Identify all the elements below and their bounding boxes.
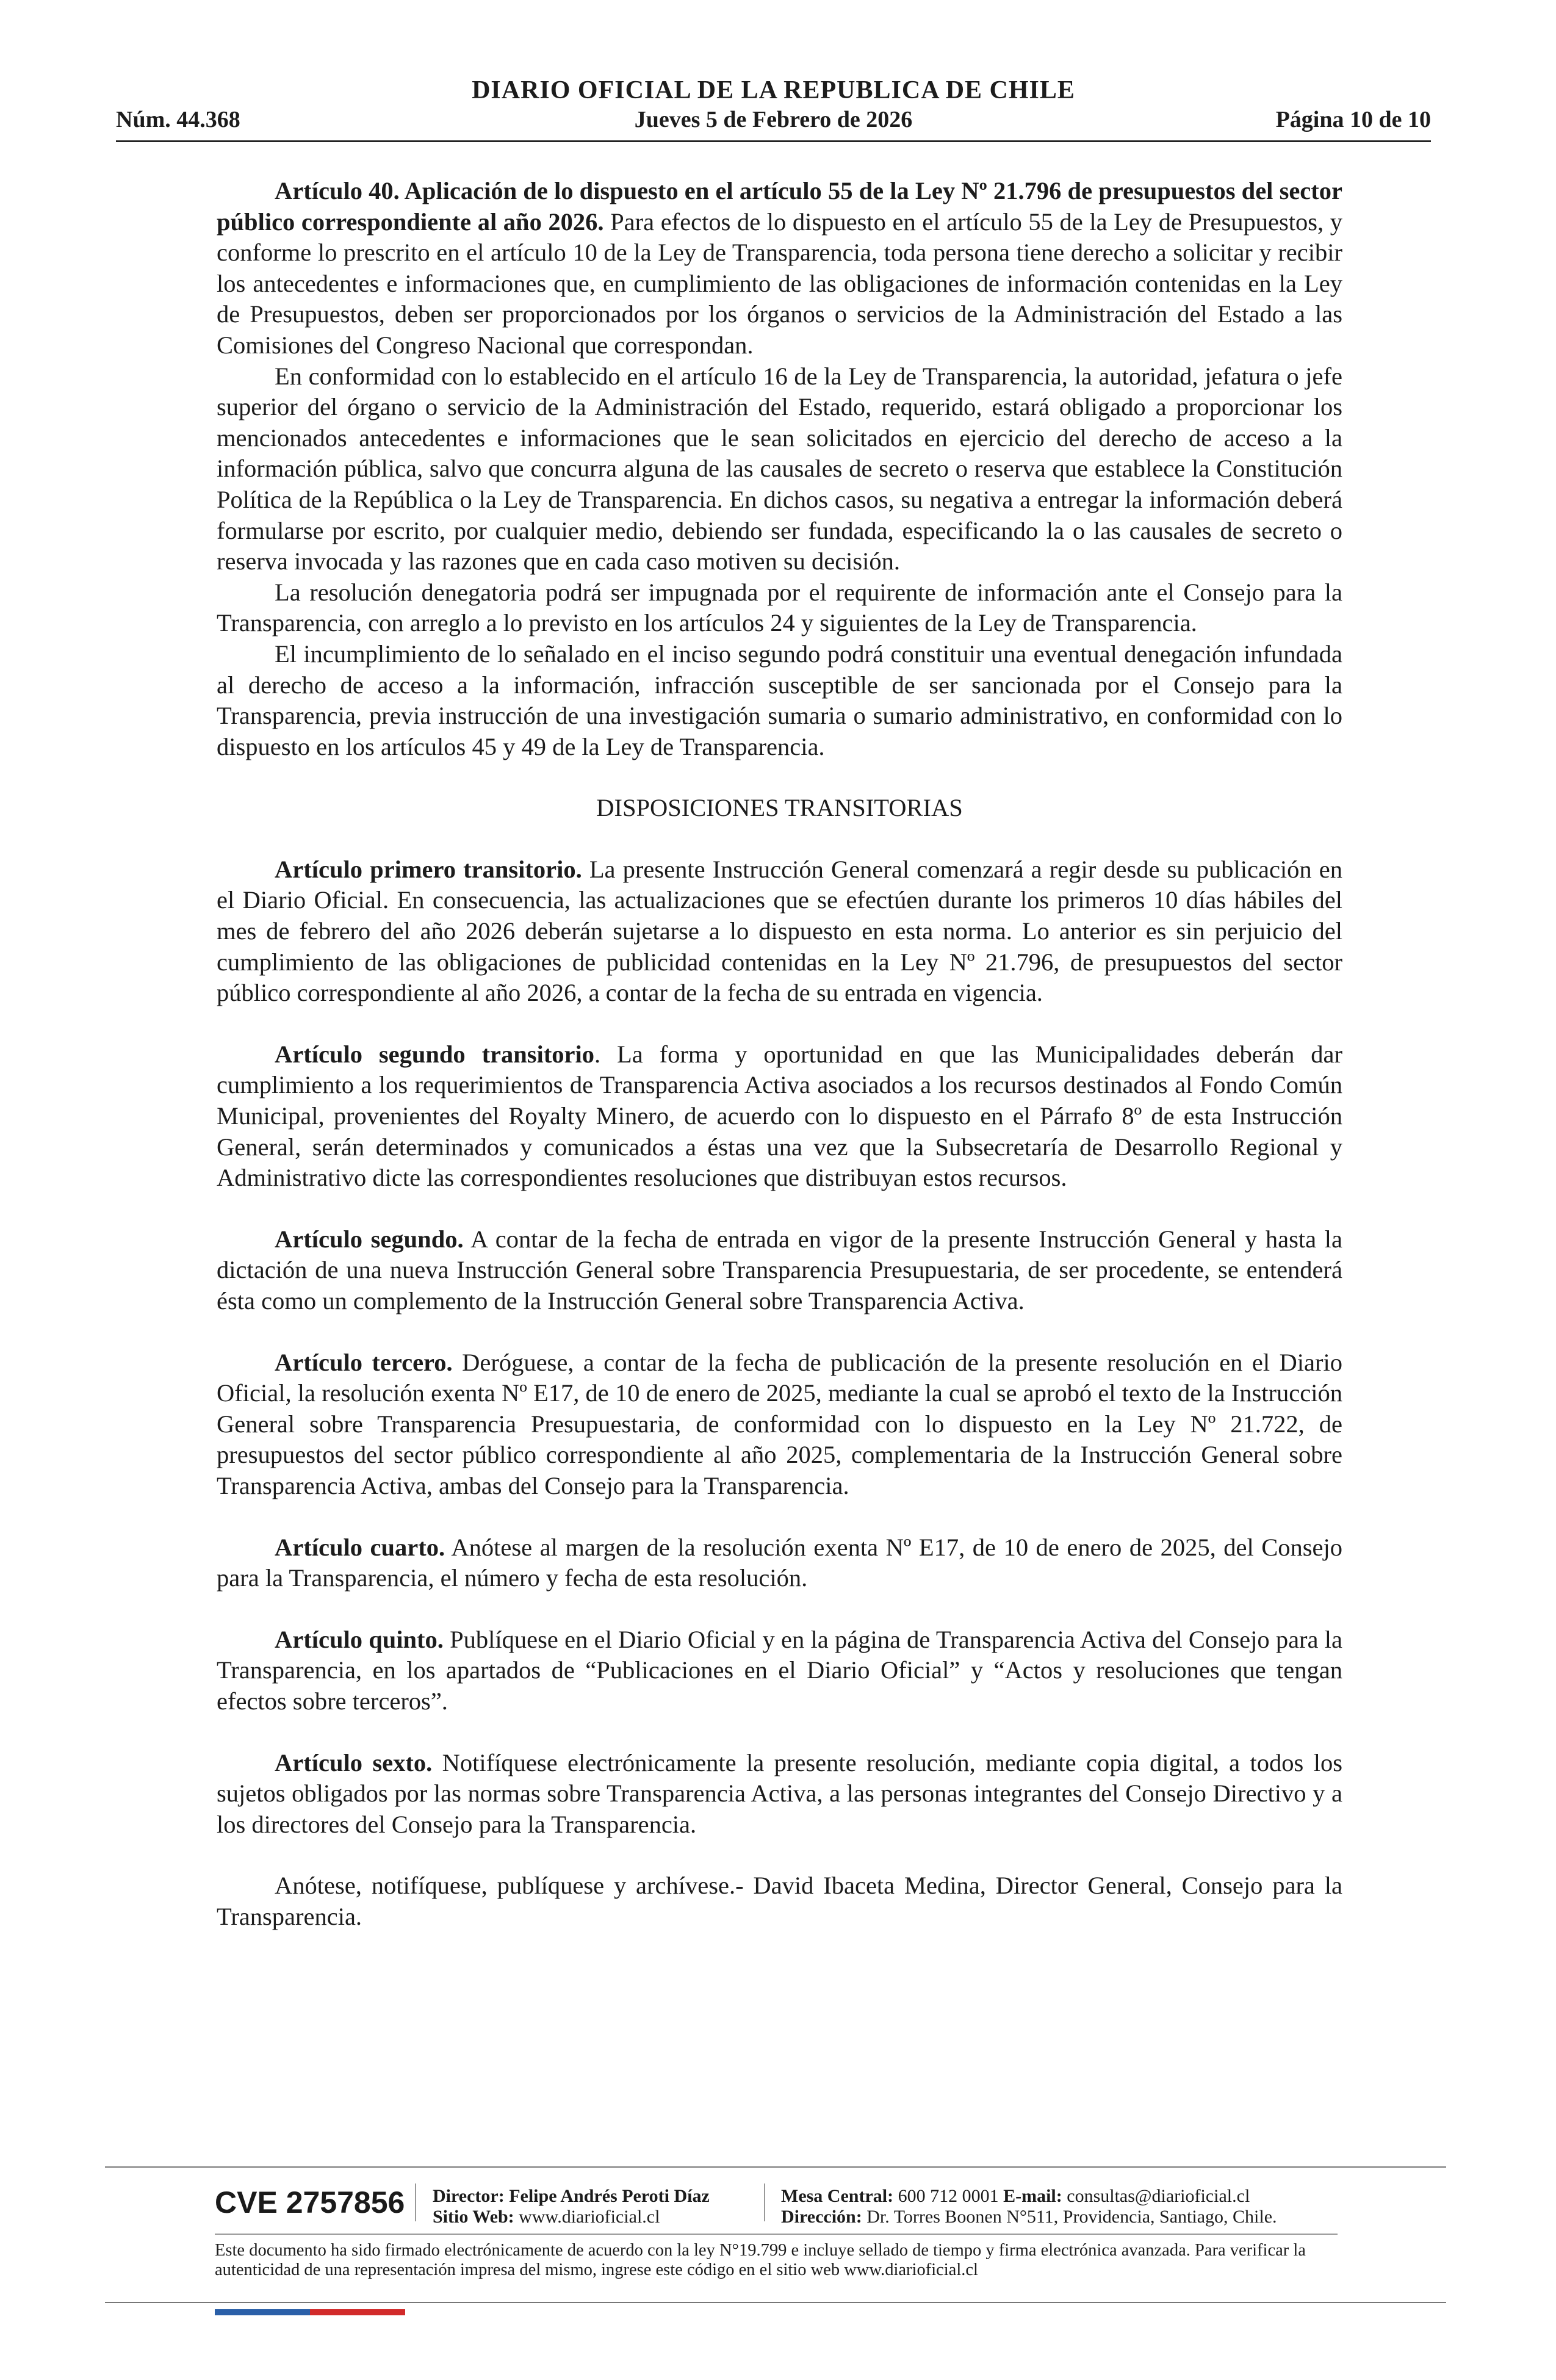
- articulo-quinto-text: Publíquese en el Diario Oficial y en la página de Transparencia Activa del Consejo para la Transparencia, en los apartados de “Publicaciones en el Diario Oficial” y “Actos y resoluciones que tengan efectos sobre terceros”.: [217, 1625, 1342, 1715]
- phone-label: Mesa Central:: [781, 2186, 894, 2206]
- address-value: Dr. Torres Boonen N°511, Providencia, Santiago, Chile.: [862, 2207, 1277, 2227]
- articulo-segundo-paragraph: [217, 1224, 1342, 1317]
- email-label: E-mail:: [1003, 2186, 1062, 2206]
- articulo-cuarto-paragraph: [217, 1532, 1342, 1594]
- article-40-text: Para efectos de lo dispuesto en el artículo 55 de la Ley de Presupuestos, y conforme lo prescrito en el artículo 10 de la Ley de Transparencia, toda persona tiene derecho a solicitar y recibir los antecedentes e informaciones que, en cumplimiento de las obligaciones de información contenidas en la Ley de Presupuestos, deben ser proporcionados por los órganos o servicios de la Administración del Estado a las Comisiones del Congreso Nacional que correspondan.: [217, 207, 1342, 359]
- articulo-tercero-paragraph: [217, 1347, 1342, 1502]
- director-line: [433, 2186, 710, 2207]
- issue-number: Núm. 44.368: [116, 107, 240, 132]
- website-link[interactable]: www.diarioficial.cl: [514, 2207, 660, 2227]
- articulo-segundo-title: Artículo segundo.: [275, 1225, 464, 1253]
- contact-block: [781, 2186, 1277, 2227]
- flag-blue-segment: [215, 2309, 310, 2315]
- page-footer: [105, 2166, 1453, 2319]
- article-40-paragraph-3: La resolución denegatoria podrá ser impugnada por el requirente de información ante el Consejo para la Transparencia, con arreglo a lo previsto en los artículos 24 y siguientes de la Ley de Transparencia.: [217, 578, 1342, 637]
- article-40-paragraph-2: En conformidad con lo establecido en el artículo 16 de la Ley de Transparencia, la autoridad, jefatura o jefe superior del órgano o servicio de la Administración del Estado, requerido, estará obligado a proporcionar los mencionados antecedentes e informaciones que le sean solicitados en ejercicio del derecho de acceso a la información pública, salvo que concurra alguna de las causales de secreto o reserva que establece la Constitución Política de la República o la Ley de Transparencia. En dichos casos, su negativa a entregar la información deberá formularse por escrito, por cualquier medio, debiendo ser fundada, especificando la o las causales de secreto o reserva invocada y las razones que en cada caso motiven su decisión.: [217, 362, 1342, 575]
- header-divider: [116, 140, 1431, 142]
- website-label: Sitio Web:: [433, 2207, 514, 2227]
- transitorio-2-title: Artículo segundo transitorio: [275, 1040, 595, 1068]
- articulo-sexto-title: Artículo sexto.: [275, 1748, 433, 1776]
- transitorio-1-text: La presente Instrucción General comenzará a regir desde su publicación en el Diario Oficial. En consecuencia, las actualizaciones que se efectúen durante los primeros 10 días hábiles del mes de febrero del año 2026 deberán sujetarse a lo dispuesto en esta norma. Lo anterior es sin perjuicio del cumplimiento de las obligaciones de publicidad contenidas en la Ley Nº 21.796, de presupuestos del sector público correspondiente al año 2026, a contar de la fecha de su entrada en vigencia.: [217, 855, 1342, 1007]
- director-name: Felipe Andrés Peroti Díaz: [504, 2186, 710, 2206]
- footer-bottom-divider: [105, 2302, 1446, 2303]
- transitorias-heading: DISPOSICIONES TRANSITORIAS: [596, 794, 963, 822]
- article-40-paragraph-4: El incumplimiento de lo señalado en el inciso segundo podrá constituir una eventual denegación infundada al derecho de acceso a la información, infracción susceptible de ser sancionada por el Consejo para la Transparencia, previa instrucción de una investigación sumaria o sumario administrativo, en conformidad con lo dispuesto en los artículos 45 y 49 de la Ley de Transparencia.: [217, 640, 1342, 760]
- address-label: Dirección:: [781, 2207, 862, 2227]
- footer-mid-divider: [215, 2234, 1338, 2235]
- flag-red-segment: [310, 2309, 405, 2315]
- footer-top-divider: [105, 2166, 1446, 2168]
- issue-date: Jueves 5 de Febrero de 2026: [634, 107, 913, 132]
- transitorio-2-paragraph: [217, 1039, 1342, 1194]
- director-label: Director:: [433, 2186, 505, 2206]
- articulo-segundo-text: A contar de la fecha de entrada en vigor de la presente Instrucción General y hasta la dictación de una nueva Instrucción General sobre Transparencia Presupuestaria, de ser procedente, se entenderá ésta como un complemento de la Instrucción General sobre Transparencia Activa.: [217, 1225, 1342, 1314]
- articulo-tercero-text: Deróguese, a contar de la fecha de publicación de la presente resolución en el Diario Oficial, la resolución exenta Nº E17, de 10 de enero de 2025, mediante la cual se aprobó el texto de la Instrucción General sobre Transparencia Presupuestaria, de conformidad con lo dispuesto en la Ley Nº 21.722, de presupuestos del sector público correspondiente al año 2025, complementaria de la Instrucción General sobre Transparencia Activa, ambas del Consejo para la Transparencia.: [217, 1348, 1342, 1499]
- articulo-tercero-title: Artículo tercero.: [275, 1348, 453, 1376]
- director-block: [433, 2186, 710, 2227]
- articulo-cuarto-text: Anótese al margen de la resolución exenta Nº E17, de 10 de enero de 2025, del Consejo para la Transparencia, el número y fecha de esta resolución.: [217, 1533, 1342, 1592]
- closing-paragraph: Anótese, notifíquese, publíquese y archívese.- David Ibaceta Medina, Director General, Consejo para la Transparencia.: [217, 1872, 1342, 1930]
- article-40-paragraph-1: [217, 176, 1342, 361]
- footer-separator: [415, 2183, 416, 2221]
- phone-number: 600 712 0001: [893, 2186, 1004, 2206]
- articulo-sexto-paragraph: [217, 1748, 1342, 1841]
- transitorio-1-title: Artículo primero transitorio.: [275, 855, 582, 883]
- address-line: [781, 2207, 1277, 2227]
- articulo-quinto-paragraph: [217, 1625, 1342, 1717]
- website-line: [433, 2207, 710, 2227]
- transitorio-1-paragraph: [217, 854, 1342, 1009]
- articulo-sexto-text: Notifíquese electrónicamente la presente resolución, mediante copia digital, a todos los sujetos obligados por las normas sobre Transparencia Activa, a las personas integrantes del Consejo Directivo y a los directores del Consejo para la Transparencia.: [217, 1748, 1342, 1838]
- footer-separator: [764, 2183, 765, 2221]
- articulo-cuarto-title: Artículo cuarto.: [275, 1533, 445, 1561]
- articulo-quinto-title: Artículo quinto.: [275, 1625, 444, 1653]
- article-40-title: Artículo 40. Aplicación de lo dispuesto en el artículo 55 de la Ley Nº 21.796 de presupuestos del sector público correspondiente al año 2026.: [217, 177, 1342, 236]
- electronic-signature-note: Este documento ha sido firmado electrónicamente de acuerdo con la ley N°19.799 e incluye sellado de tiempo y firma electrónica avanzada. Para verificar la autenticidad de una representación impresa del mismo, ingrese este código en el sitio web www.diarioficial.cl: [215, 2241, 1306, 2279]
- transitorio-2-text: . La forma y oportunidad en que las Municipalidades deberán dar cumplimiento a los requerimientos de Transparencia Activa asociados a los recursos destinados al Fondo Común Municipal, provenientes del Royalty Minero, de acuerdo con lo dispuesto en el Párrafo 8º de esta Instrucción General, serán determinados y comunicados a éstas una vez que la Subsecretaría de Desarrollo Regional y Administrativo dicte las correspondientes resoluciones que distribuyan estos recursos.: [217, 1040, 1342, 1192]
- page-header: [116, 74, 1431, 148]
- flag-color-bar: [215, 2309, 405, 2315]
- phone-email-line: [781, 2186, 1277, 2207]
- cve-code: CVE 2757856: [215, 2185, 405, 2220]
- page-indicator: Página 10 de 10: [1275, 107, 1431, 132]
- document-body: [217, 176, 1342, 1933]
- email-link[interactable]: consultas@diarioficial.cl: [1062, 2186, 1250, 2206]
- publication-title: DIARIO OFICIAL DE LA REPUBLICA DE CHILE: [472, 76, 1075, 104]
